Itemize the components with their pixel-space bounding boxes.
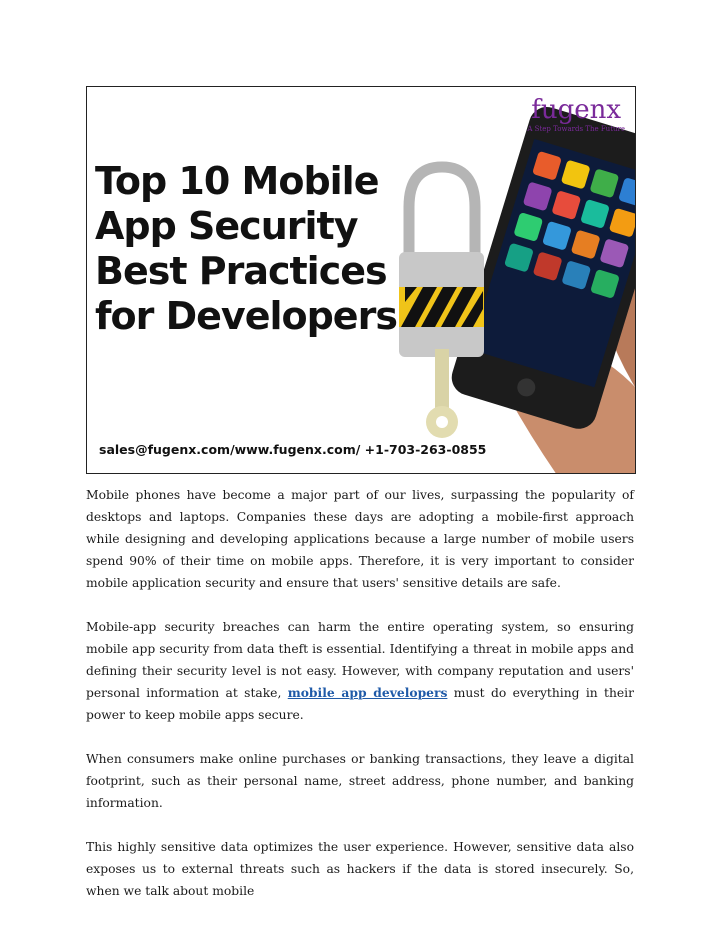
headline-line: Best Practices (95, 249, 387, 293)
article-body (86, 484, 634, 924)
headline-line: for Developers (95, 294, 397, 338)
paragraph-text: must do everything in their power to keep mobile apps secure. (86, 686, 634, 722)
mobile-app-developers-link[interactable]: mobile app developers (287, 685, 448, 700)
banner-headline (95, 159, 397, 339)
fugenx-logo (527, 97, 625, 133)
logo-tagline: A Step Towards The Future (527, 125, 625, 133)
headline-line: Top 10 Mobile (95, 159, 379, 203)
paragraph: Mobile phones have become a major part of our lives, surpassing the popularity of desktops and laptops. Companies these days are adopting a mobile-first approach while designing and developing applications because a large number of mobile users spend 90% of their time on mobile apps. Therefore, it is very important to consider mobile application security and ensure that users' sensitive details are safe. (86, 488, 634, 590)
paragraph-text: Mobile-app security breaches can harm the entire operating system, so ensuring mobile app security from data theft is essential. Identifying a threat in mobile apps and defining their security level is not easy. However, with company reputation and users' personal information at stake, (86, 620, 634, 700)
contact-line: sales@fugenx.com/www.fugenx.com/ +1-703-263-0855 (99, 442, 487, 457)
hero-banner (86, 86, 636, 474)
key-icon (426, 349, 458, 438)
paragraph: When consumers make online purchases or banking transactions, they leave a digital footprint, such as their personal name, street address, phone number, and banking information. (86, 752, 634, 810)
paragraph: This highly sensitive data optimizes the user experience. However, sensitive data also exposes us to external threats such as hackers if the data is stored insecurely. So, when we talk about mobile (86, 840, 634, 898)
logo-wordmark: fugenx (531, 95, 622, 125)
headline-line: App Security (95, 204, 358, 248)
padlock-icon (399, 252, 484, 357)
paragraph (86, 616, 634, 726)
